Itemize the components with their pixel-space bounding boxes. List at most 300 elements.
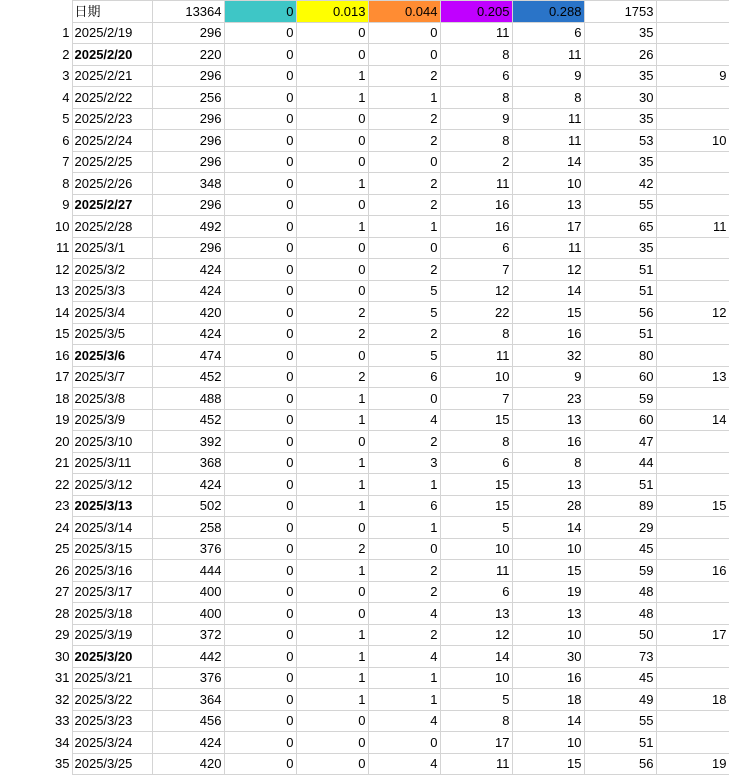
total-cell[interactable]: 400 xyxy=(152,603,224,625)
blue-value-cell[interactable]: 10 xyxy=(512,538,584,560)
yellow-header-cell[interactable]: 0.013 xyxy=(296,1,368,23)
cyan-value-cell[interactable]: 0 xyxy=(224,280,296,302)
yellow-value-cell[interactable]: 2 xyxy=(296,323,368,345)
yellow-value-cell[interactable]: 2 xyxy=(296,538,368,560)
row-number-cell[interactable]: 16 xyxy=(0,345,72,367)
sum-cell[interactable]: 35 xyxy=(584,65,656,87)
extra-cell[interactable] xyxy=(656,44,729,66)
blue-value-cell[interactable]: 10 xyxy=(512,173,584,195)
date-cell[interactable]: 2025/3/19 xyxy=(72,624,152,646)
purple-value-cell[interactable]: 8 xyxy=(440,431,512,453)
extra-cell[interactable] xyxy=(656,603,729,625)
yellow-value-cell[interactable]: 1 xyxy=(296,474,368,496)
orange-value-cell[interactable]: 1 xyxy=(368,216,440,238)
cyan-value-cell[interactable]: 0 xyxy=(224,237,296,259)
total-cell[interactable]: 296 xyxy=(152,151,224,173)
cyan-value-cell[interactable]: 0 xyxy=(224,65,296,87)
yellow-value-cell[interactable]: 1 xyxy=(296,65,368,87)
extra-cell[interactable] xyxy=(656,22,729,44)
total-cell[interactable]: 420 xyxy=(152,753,224,775)
yellow-value-cell[interactable]: 1 xyxy=(296,624,368,646)
cyan-value-cell[interactable]: 0 xyxy=(224,452,296,474)
total-cell[interactable]: 376 xyxy=(152,538,224,560)
date-cell[interactable]: 2025/2/28 xyxy=(72,216,152,238)
extra-cell[interactable] xyxy=(656,452,729,474)
cyan-value-cell[interactable]: 0 xyxy=(224,732,296,754)
total-cell[interactable]: 444 xyxy=(152,560,224,582)
date-cell[interactable]: 2025/2/25 xyxy=(72,151,152,173)
extra-cell[interactable] xyxy=(656,474,729,496)
cyan-header-cell[interactable]: 0 xyxy=(224,1,296,23)
total-cell[interactable]: 296 xyxy=(152,237,224,259)
blue-value-cell[interactable]: 28 xyxy=(512,495,584,517)
yellow-value-cell[interactable]: 2 xyxy=(296,366,368,388)
extra-cell[interactable]: 10 xyxy=(656,130,729,152)
row-number-cell[interactable]: 17 xyxy=(0,366,72,388)
orange-value-cell[interactable]: 2 xyxy=(368,173,440,195)
yellow-value-cell[interactable]: 1 xyxy=(296,173,368,195)
extra-cell[interactable]: 12 xyxy=(656,302,729,324)
sum-cell[interactable]: 56 xyxy=(584,302,656,324)
orange-value-cell[interactable]: 6 xyxy=(368,495,440,517)
cyan-value-cell[interactable]: 0 xyxy=(224,388,296,410)
total-cell[interactable]: 296 xyxy=(152,130,224,152)
cyan-value-cell[interactable]: 0 xyxy=(224,44,296,66)
orange-value-cell[interactable]: 2 xyxy=(368,194,440,216)
row-number-cell[interactable]: 5 xyxy=(0,108,72,130)
orange-value-cell[interactable]: 0 xyxy=(368,538,440,560)
blue-value-cell[interactable]: 9 xyxy=(512,65,584,87)
total-cell[interactable]: 452 xyxy=(152,409,224,431)
blue-value-cell[interactable]: 10 xyxy=(512,624,584,646)
extra-cell[interactable] xyxy=(656,388,729,410)
orange-value-cell[interactable]: 2 xyxy=(368,581,440,603)
orange-value-cell[interactable]: 2 xyxy=(368,431,440,453)
row-number-cell[interactable]: 15 xyxy=(0,323,72,345)
purple-value-cell[interactable]: 11 xyxy=(440,22,512,44)
orange-value-cell[interactable]: 5 xyxy=(368,280,440,302)
date-cell[interactable]: 2025/2/20 xyxy=(72,44,152,66)
orange-value-cell[interactable]: 4 xyxy=(368,409,440,431)
total-cell[interactable]: 488 xyxy=(152,388,224,410)
sum-cell[interactable]: 30 xyxy=(584,87,656,109)
extra-cell[interactable]: 11 xyxy=(656,216,729,238)
extra-cell[interactable] xyxy=(656,581,729,603)
blue-value-cell[interactable]: 14 xyxy=(512,710,584,732)
orange-value-cell[interactable]: 2 xyxy=(368,624,440,646)
date-header-cell[interactable]: 日期 xyxy=(72,1,152,23)
total-cell[interactable]: 424 xyxy=(152,732,224,754)
blue-value-cell[interactable]: 23 xyxy=(512,388,584,410)
yellow-value-cell[interactable]: 0 xyxy=(296,603,368,625)
yellow-value-cell[interactable]: 0 xyxy=(296,710,368,732)
sum-cell[interactable]: 51 xyxy=(584,323,656,345)
total-cell[interactable]: 424 xyxy=(152,323,224,345)
blue-value-cell[interactable]: 15 xyxy=(512,560,584,582)
date-cell[interactable]: 2025/3/4 xyxy=(72,302,152,324)
orange-value-cell[interactable]: 4 xyxy=(368,646,440,668)
row-number-cell[interactable]: 24 xyxy=(0,517,72,539)
sum-cell[interactable]: 35 xyxy=(584,151,656,173)
extra-cell[interactable]: 17 xyxy=(656,624,729,646)
orange-value-cell[interactable]: 2 xyxy=(368,108,440,130)
yellow-value-cell[interactable]: 0 xyxy=(296,732,368,754)
orange-value-cell[interactable]: 1 xyxy=(368,517,440,539)
yellow-value-cell[interactable]: 1 xyxy=(296,388,368,410)
yellow-value-cell[interactable]: 0 xyxy=(296,151,368,173)
cyan-value-cell[interactable]: 0 xyxy=(224,753,296,775)
cyan-value-cell[interactable]: 0 xyxy=(224,646,296,668)
orange-value-cell[interactable]: 2 xyxy=(368,560,440,582)
orange-value-cell[interactable]: 1 xyxy=(368,87,440,109)
purple-value-cell[interactable]: 12 xyxy=(440,624,512,646)
orange-value-cell[interactable]: 0 xyxy=(368,388,440,410)
yellow-value-cell[interactable]: 1 xyxy=(296,689,368,711)
total-cell[interactable]: 400 xyxy=(152,581,224,603)
yellow-value-cell[interactable]: 0 xyxy=(296,517,368,539)
orange-value-cell[interactable]: 0 xyxy=(368,22,440,44)
blue-value-cell[interactable]: 14 xyxy=(512,517,584,539)
cyan-value-cell[interactable]: 0 xyxy=(224,710,296,732)
cyan-value-cell[interactable]: 0 xyxy=(224,517,296,539)
cyan-value-cell[interactable]: 0 xyxy=(224,194,296,216)
cyan-value-cell[interactable]: 0 xyxy=(224,87,296,109)
sum-cell[interactable]: 26 xyxy=(584,44,656,66)
cyan-value-cell[interactable]: 0 xyxy=(224,108,296,130)
date-cell[interactable]: 2025/3/17 xyxy=(72,581,152,603)
total-header-cell[interactable]: 13364 xyxy=(152,1,224,23)
cyan-value-cell[interactable]: 0 xyxy=(224,603,296,625)
yellow-value-cell[interactable]: 1 xyxy=(296,87,368,109)
blue-value-cell[interactable]: 17 xyxy=(512,216,584,238)
orange-value-cell[interactable]: 5 xyxy=(368,345,440,367)
row-number-cell[interactable]: 21 xyxy=(0,452,72,474)
blue-value-cell[interactable]: 13 xyxy=(512,603,584,625)
total-cell[interactable]: 474 xyxy=(152,345,224,367)
blue-value-cell[interactable]: 12 xyxy=(512,259,584,281)
cyan-value-cell[interactable]: 0 xyxy=(224,323,296,345)
blue-value-cell[interactable]: 13 xyxy=(512,194,584,216)
sum-cell[interactable]: 51 xyxy=(584,259,656,281)
purple-value-cell[interactable]: 8 xyxy=(440,44,512,66)
orange-value-cell[interactable]: 4 xyxy=(368,603,440,625)
sum-cell[interactable]: 48 xyxy=(584,581,656,603)
total-cell[interactable]: 348 xyxy=(152,173,224,195)
orange-value-cell[interactable]: 1 xyxy=(368,474,440,496)
row-number-cell[interactable]: 14 xyxy=(0,302,72,324)
purple-value-cell[interactable]: 13 xyxy=(440,603,512,625)
cyan-value-cell[interactable]: 0 xyxy=(224,581,296,603)
purple-value-cell[interactable]: 16 xyxy=(440,216,512,238)
blue-header-cell[interactable]: 0.288 xyxy=(512,1,584,23)
purple-value-cell[interactable]: 11 xyxy=(440,345,512,367)
row-number-cell[interactable]: 23 xyxy=(0,495,72,517)
purple-value-cell[interactable]: 7 xyxy=(440,388,512,410)
blue-value-cell[interactable]: 6 xyxy=(512,22,584,44)
date-cell[interactable]: 2025/3/6 xyxy=(72,345,152,367)
extra-cell[interactable] xyxy=(656,173,729,195)
sum-cell[interactable]: 35 xyxy=(584,237,656,259)
yellow-value-cell[interactable]: 0 xyxy=(296,581,368,603)
date-cell[interactable]: 2025/3/1 xyxy=(72,237,152,259)
purple-value-cell[interactable]: 15 xyxy=(440,495,512,517)
yellow-value-cell[interactable]: 0 xyxy=(296,108,368,130)
extra-cell[interactable] xyxy=(656,259,729,281)
row-number-cell[interactable]: 25 xyxy=(0,538,72,560)
row-number-cell[interactable] xyxy=(0,1,72,23)
total-cell[interactable]: 296 xyxy=(152,108,224,130)
extra-cell[interactable] xyxy=(656,194,729,216)
blue-value-cell[interactable]: 10 xyxy=(512,732,584,754)
total-cell[interactable]: 364 xyxy=(152,689,224,711)
blue-value-cell[interactable]: 16 xyxy=(512,323,584,345)
sum-cell[interactable]: 73 xyxy=(584,646,656,668)
purple-value-cell[interactable]: 10 xyxy=(440,538,512,560)
row-number-cell[interactable]: 3 xyxy=(0,65,72,87)
total-cell[interactable]: 258 xyxy=(152,517,224,539)
date-cell[interactable]: 2025/3/22 xyxy=(72,689,152,711)
total-cell[interactable]: 492 xyxy=(152,216,224,238)
date-cell[interactable]: 2025/3/23 xyxy=(72,710,152,732)
extra-cell[interactable] xyxy=(656,517,729,539)
total-cell[interactable]: 452 xyxy=(152,366,224,388)
row-number-cell[interactable]: 6 xyxy=(0,130,72,152)
row-number-cell[interactable]: 31 xyxy=(0,667,72,689)
purple-value-cell[interactable]: 10 xyxy=(440,366,512,388)
blue-value-cell[interactable]: 32 xyxy=(512,345,584,367)
purple-value-cell[interactable]: 15 xyxy=(440,409,512,431)
blue-value-cell[interactable]: 8 xyxy=(512,452,584,474)
row-number-cell[interactable]: 30 xyxy=(0,646,72,668)
orange-value-cell[interactable]: 4 xyxy=(368,753,440,775)
total-cell[interactable]: 296 xyxy=(152,65,224,87)
yellow-value-cell[interactable]: 0 xyxy=(296,753,368,775)
row-number-cell[interactable]: 32 xyxy=(0,689,72,711)
purple-value-cell[interactable]: 14 xyxy=(440,646,512,668)
cyan-value-cell[interactable]: 0 xyxy=(224,689,296,711)
date-cell[interactable]: 2025/2/19 xyxy=(72,22,152,44)
yellow-value-cell[interactable]: 1 xyxy=(296,560,368,582)
purple-value-cell[interactable]: 17 xyxy=(440,732,512,754)
extra-cell[interactable]: 14 xyxy=(656,409,729,431)
purple-value-cell[interactable]: 6 xyxy=(440,65,512,87)
row-number-cell[interactable]: 4 xyxy=(0,87,72,109)
date-cell[interactable]: 2025/3/13 xyxy=(72,495,152,517)
sum-cell[interactable]: 45 xyxy=(584,538,656,560)
purple-value-cell[interactable]: 10 xyxy=(440,667,512,689)
cyan-value-cell[interactable]: 0 xyxy=(224,538,296,560)
orange-value-cell[interactable]: 2 xyxy=(368,259,440,281)
blue-value-cell[interactable]: 11 xyxy=(512,130,584,152)
date-cell[interactable]: 2025/3/12 xyxy=(72,474,152,496)
date-cell[interactable]: 2025/2/21 xyxy=(72,65,152,87)
extra-header-cell[interactable] xyxy=(656,1,729,23)
sum-cell[interactable]: 59 xyxy=(584,388,656,410)
date-cell[interactable]: 2025/3/9 xyxy=(72,409,152,431)
sum-cell[interactable]: 35 xyxy=(584,108,656,130)
purple-value-cell[interactable]: 15 xyxy=(440,474,512,496)
extra-cell[interactable] xyxy=(656,538,729,560)
orange-header-cell[interactable]: 0.044 xyxy=(368,1,440,23)
date-cell[interactable]: 2025/3/11 xyxy=(72,452,152,474)
yellow-value-cell[interactable]: 2 xyxy=(296,302,368,324)
purple-value-cell[interactable]: 6 xyxy=(440,581,512,603)
orange-value-cell[interactable]: 0 xyxy=(368,151,440,173)
total-cell[interactable]: 220 xyxy=(152,44,224,66)
yellow-value-cell[interactable]: 0 xyxy=(296,22,368,44)
date-cell[interactable]: 2025/3/5 xyxy=(72,323,152,345)
sum-cell[interactable]: 35 xyxy=(584,22,656,44)
purple-value-cell[interactable]: 5 xyxy=(440,517,512,539)
yellow-value-cell[interactable]: 0 xyxy=(296,194,368,216)
purple-value-cell[interactable]: 8 xyxy=(440,323,512,345)
extra-cell[interactable]: 16 xyxy=(656,560,729,582)
sum-cell[interactable]: 51 xyxy=(584,732,656,754)
row-number-cell[interactable]: 26 xyxy=(0,560,72,582)
total-cell[interactable]: 424 xyxy=(152,280,224,302)
orange-value-cell[interactable]: 2 xyxy=(368,130,440,152)
date-cell[interactable]: 2025/3/14 xyxy=(72,517,152,539)
yellow-value-cell[interactable]: 0 xyxy=(296,280,368,302)
cyan-value-cell[interactable]: 0 xyxy=(224,216,296,238)
blue-value-cell[interactable]: 15 xyxy=(512,753,584,775)
row-number-cell[interactable]: 19 xyxy=(0,409,72,431)
sum-cell[interactable]: 42 xyxy=(584,173,656,195)
sum-cell[interactable]: 55 xyxy=(584,710,656,732)
sum-cell[interactable]: 50 xyxy=(584,624,656,646)
cyan-value-cell[interactable]: 0 xyxy=(224,409,296,431)
orange-value-cell[interactable]: 5 xyxy=(368,302,440,324)
date-cell[interactable]: 2025/3/2 xyxy=(72,259,152,281)
blue-value-cell[interactable]: 9 xyxy=(512,366,584,388)
extra-cell[interactable] xyxy=(656,431,729,453)
yellow-value-cell[interactable]: 0 xyxy=(296,259,368,281)
blue-value-cell[interactable]: 11 xyxy=(512,237,584,259)
orange-value-cell[interactable]: 2 xyxy=(368,323,440,345)
row-number-cell[interactable]: 22 xyxy=(0,474,72,496)
total-cell[interactable]: 376 xyxy=(152,667,224,689)
date-cell[interactable]: 2025/3/18 xyxy=(72,603,152,625)
extra-cell[interactable] xyxy=(656,710,729,732)
purple-value-cell[interactable]: 11 xyxy=(440,560,512,582)
purple-value-cell[interactable]: 8 xyxy=(440,87,512,109)
cyan-value-cell[interactable]: 0 xyxy=(224,667,296,689)
extra-cell[interactable] xyxy=(656,87,729,109)
row-number-cell[interactable]: 29 xyxy=(0,624,72,646)
purple-value-cell[interactable]: 6 xyxy=(440,452,512,474)
purple-value-cell[interactable]: 22 xyxy=(440,302,512,324)
extra-cell[interactable]: 18 xyxy=(656,689,729,711)
date-cell[interactable]: 2025/2/27 xyxy=(72,194,152,216)
blue-value-cell[interactable]: 15 xyxy=(512,302,584,324)
extra-cell[interactable] xyxy=(656,667,729,689)
purple-value-cell[interactable]: 11 xyxy=(440,173,512,195)
sum-cell[interactable]: 80 xyxy=(584,345,656,367)
sum-header-cell[interactable]: 1753 xyxy=(584,1,656,23)
cyan-value-cell[interactable]: 0 xyxy=(224,560,296,582)
sum-cell[interactable]: 60 xyxy=(584,409,656,431)
date-cell[interactable]: 2025/2/22 xyxy=(72,87,152,109)
extra-cell[interactable]: 19 xyxy=(656,753,729,775)
total-cell[interactable]: 296 xyxy=(152,22,224,44)
row-number-cell[interactable]: 18 xyxy=(0,388,72,410)
yellow-value-cell[interactable]: 1 xyxy=(296,646,368,668)
blue-value-cell[interactable]: 14 xyxy=(512,280,584,302)
extra-cell[interactable] xyxy=(656,237,729,259)
cyan-value-cell[interactable]: 0 xyxy=(224,624,296,646)
yellow-value-cell[interactable]: 0 xyxy=(296,130,368,152)
sum-cell[interactable]: 45 xyxy=(584,667,656,689)
extra-cell[interactable] xyxy=(656,280,729,302)
date-cell[interactable]: 2025/3/24 xyxy=(72,732,152,754)
yellow-value-cell[interactable]: 1 xyxy=(296,495,368,517)
date-cell[interactable]: 2025/3/21 xyxy=(72,667,152,689)
purple-value-cell[interactable]: 11 xyxy=(440,753,512,775)
row-number-cell[interactable]: 27 xyxy=(0,581,72,603)
blue-value-cell[interactable]: 16 xyxy=(512,667,584,689)
blue-value-cell[interactable]: 11 xyxy=(512,108,584,130)
row-number-cell[interactable]: 13 xyxy=(0,280,72,302)
yellow-value-cell[interactable]: 1 xyxy=(296,667,368,689)
total-cell[interactable]: 372 xyxy=(152,624,224,646)
orange-value-cell[interactable]: 0 xyxy=(368,732,440,754)
blue-value-cell[interactable]: 8 xyxy=(512,87,584,109)
cyan-value-cell[interactable]: 0 xyxy=(224,130,296,152)
purple-value-cell[interactable]: 8 xyxy=(440,710,512,732)
purple-value-cell[interactable]: 9 xyxy=(440,108,512,130)
orange-value-cell[interactable]: 4 xyxy=(368,710,440,732)
orange-value-cell[interactable]: 6 xyxy=(368,366,440,388)
sum-cell[interactable]: 56 xyxy=(584,753,656,775)
cyan-value-cell[interactable]: 0 xyxy=(224,431,296,453)
extra-cell[interactable]: 15 xyxy=(656,495,729,517)
sum-cell[interactable]: 47 xyxy=(584,431,656,453)
yellow-value-cell[interactable]: 0 xyxy=(296,237,368,259)
purple-value-cell[interactable]: 6 xyxy=(440,237,512,259)
date-cell[interactable]: 2025/2/23 xyxy=(72,108,152,130)
purple-value-cell[interactable]: 5 xyxy=(440,689,512,711)
row-number-cell[interactable]: 28 xyxy=(0,603,72,625)
total-cell[interactable]: 424 xyxy=(152,259,224,281)
row-number-cell[interactable]: 20 xyxy=(0,431,72,453)
row-number-cell[interactable]: 7 xyxy=(0,151,72,173)
sum-cell[interactable]: 49 xyxy=(584,689,656,711)
cyan-value-cell[interactable]: 0 xyxy=(224,151,296,173)
sum-cell[interactable]: 60 xyxy=(584,366,656,388)
yellow-value-cell[interactable]: 1 xyxy=(296,409,368,431)
sum-cell[interactable]: 51 xyxy=(584,280,656,302)
sum-cell[interactable]: 48 xyxy=(584,603,656,625)
cyan-value-cell[interactable]: 0 xyxy=(224,345,296,367)
date-cell[interactable]: 2025/3/10 xyxy=(72,431,152,453)
total-cell[interactable]: 256 xyxy=(152,87,224,109)
orange-value-cell[interactable]: 3 xyxy=(368,452,440,474)
total-cell[interactable]: 392 xyxy=(152,431,224,453)
yellow-value-cell[interactable]: 0 xyxy=(296,345,368,367)
date-cell[interactable]: 2025/3/16 xyxy=(72,560,152,582)
total-cell[interactable]: 424 xyxy=(152,474,224,496)
cyan-value-cell[interactable]: 0 xyxy=(224,22,296,44)
extra-cell[interactable] xyxy=(656,732,729,754)
purple-value-cell[interactable]: 16 xyxy=(440,194,512,216)
blue-value-cell[interactable]: 30 xyxy=(512,646,584,668)
purple-value-cell[interactable]: 7 xyxy=(440,259,512,281)
yellow-value-cell[interactable]: 1 xyxy=(296,216,368,238)
orange-value-cell[interactable]: 1 xyxy=(368,667,440,689)
cyan-value-cell[interactable]: 0 xyxy=(224,302,296,324)
row-number-cell[interactable]: 9 xyxy=(0,194,72,216)
row-number-cell[interactable]: 8 xyxy=(0,173,72,195)
